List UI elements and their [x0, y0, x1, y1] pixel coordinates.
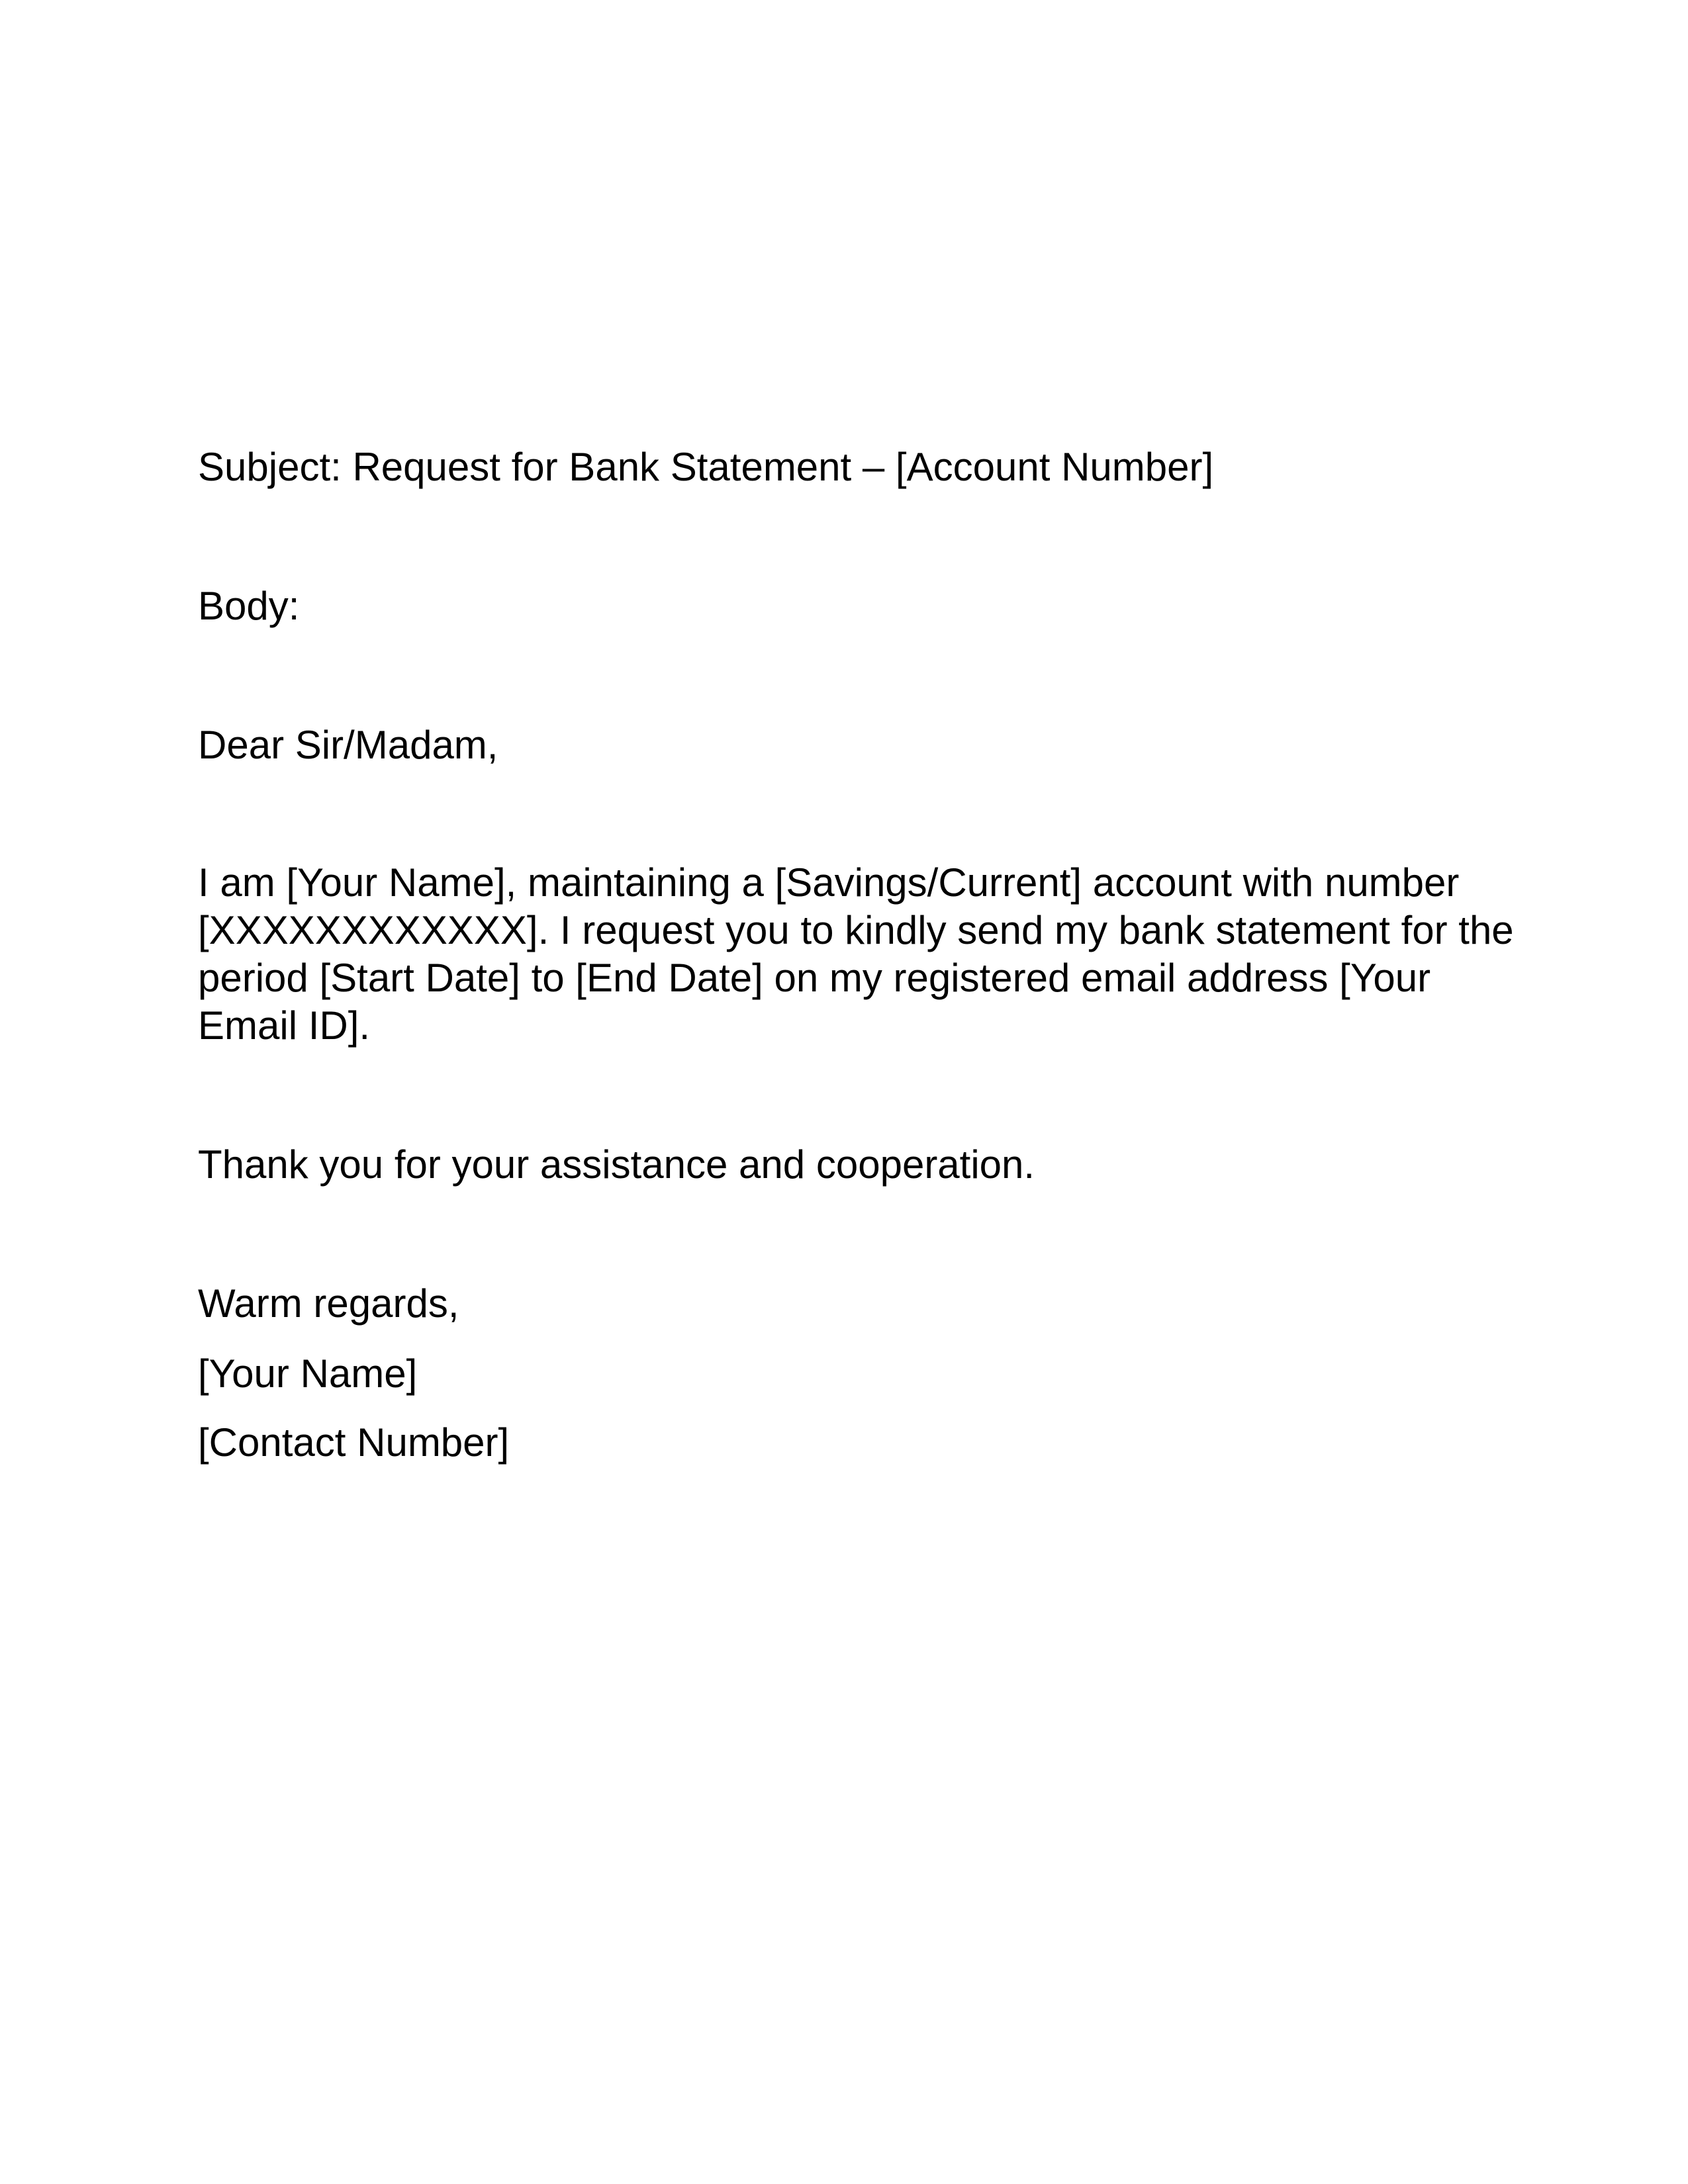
body-label: Body:: [198, 584, 300, 628]
paragraph-line: [XXXXXXXXXXXX]. I request you to kindly send my bank statement for the: [198, 908, 1514, 952]
salutation: Dear Sir/Madam,: [198, 723, 498, 767]
paragraph-line: I am [Your Name], maintaining a [Savings/Current] account with number: [198, 860, 1460, 905]
request-paragraph: [198, 859, 1514, 1050]
subject-line: Subject: Request for Bank Statement – [Account Number]: [198, 445, 1214, 489]
closing-line: Warm regards,: [198, 1281, 459, 1326]
paragraph-line: period [Start Date] to [End Date] on my registered email address [Your: [198, 956, 1431, 1000]
paragraph-line: Email ID].: [198, 1003, 371, 1048]
thanks-line: Thank you for your assistance and cooperation.: [198, 1142, 1035, 1187]
signature-contact: [Contact Number]: [198, 1420, 510, 1465]
signature-name: [Your Name]: [198, 1351, 418, 1396]
